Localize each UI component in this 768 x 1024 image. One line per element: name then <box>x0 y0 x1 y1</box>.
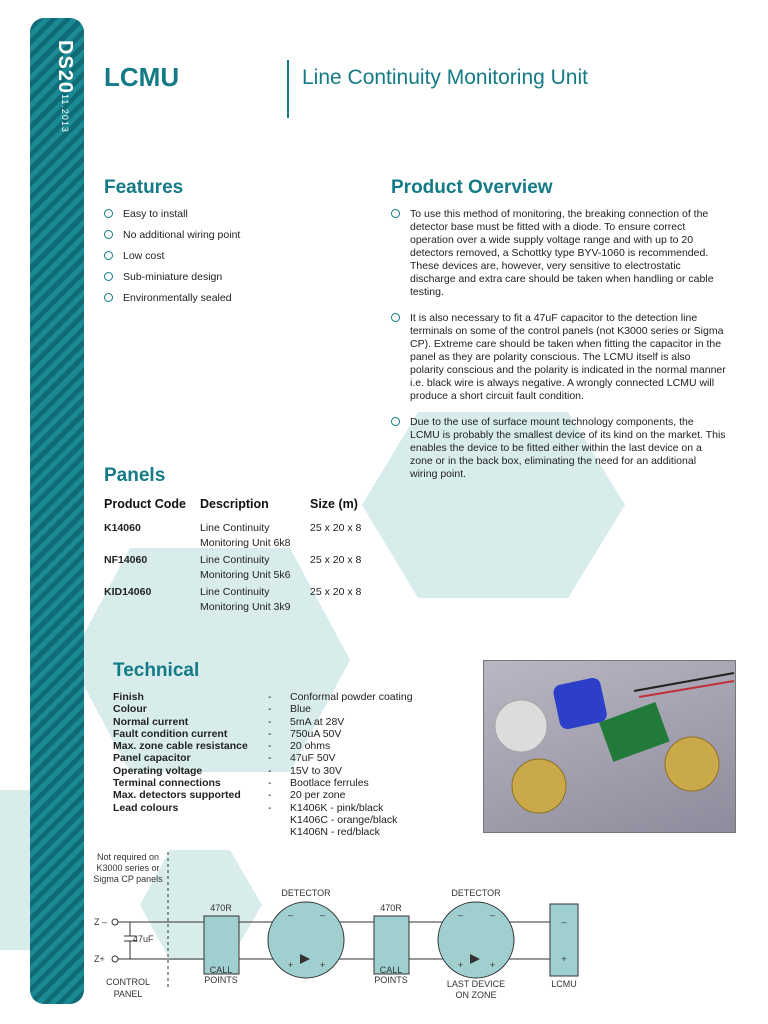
list-item: Due to the use of surface mount technology components, the LCMU is probably the smallest device of its kind on the market. This enables the device to be fitted either within the last device on a zone or in the back box, eliminating the need for an additional wiring point. <box>391 416 726 481</box>
list-item: Sub-miniature design <box>104 271 354 284</box>
product-full-title: Line Continuity Monitoring Unit <box>302 66 588 89</box>
product-photo <box>483 660 736 833</box>
detector-circle <box>438 902 514 978</box>
spec-row: Max. detectors supported - 20 per zone <box>113 789 346 802</box>
list-item: It is also necessary to fit a 47uF capacitor to the detection line terminals on some of the control panels (not K3000 series or Sigma CP). Extreme care should be taken when fitting the capacitor in the panel as they are polarity conscious. The LCMU itself is also polarity conscious and the polarity is indicated in the normal manner i.e. black wire is always negative. A wrongly connected LCMU will produce a short circuit fault condition. <box>391 312 726 403</box>
terminal-z-plus: Z+ <box>94 954 105 964</box>
list-item: Easy to install <box>104 208 354 221</box>
detector-label: DETECTOR <box>281 888 331 898</box>
spec-row: K1406C - orange/black <box>290 813 398 826</box>
doc-code: DS20 <box>54 40 76 95</box>
lcmu-label: LCMU <box>551 979 577 989</box>
call-points-label: POINTS <box>374 975 408 985</box>
resistor-label: 470R <box>380 903 402 913</box>
bullet-circle-icon <box>104 209 113 218</box>
technical-specs <box>113 691 450 839</box>
spec-row: Panel capacitor - 47uF 50V <box>113 752 336 765</box>
table-row <box>104 553 390 585</box>
overview-list <box>391 208 726 494</box>
detector-circle <box>268 902 344 978</box>
svg-text:+: + <box>561 954 567 964</box>
svg-text:+: + <box>490 960 496 970</box>
spec-row: Terminal connections - Bootlace ferrules <box>113 777 369 790</box>
product-code: KID14060 <box>104 586 152 598</box>
features-list <box>104 208 354 313</box>
bullet-circle-icon <box>104 251 113 260</box>
resistor-label: 470R <box>210 903 232 913</box>
spec-row: K1406N - red/black <box>290 826 380 839</box>
call-points-label: CALL <box>209 965 233 975</box>
column-header: Description <box>200 497 269 511</box>
bullet-circle-icon <box>104 272 113 281</box>
wiring-diagram <box>0 840 768 1024</box>
size: 25 x 20 x 8 <box>310 554 362 566</box>
size: 25 x 20 x 8 <box>310 522 362 534</box>
title-divider <box>287 60 289 118</box>
detector-label: DETECTOR <box>451 888 501 898</box>
list-item: No additional wiring point <box>104 229 354 242</box>
bullet-circle-icon <box>391 313 400 322</box>
list-item: Low cost <box>104 250 354 263</box>
features-heading: Features <box>104 177 184 198</box>
spec-row: Lead colours - K1406K - pink/black <box>113 801 384 814</box>
product-short-title: LCMU <box>104 62 180 92</box>
svg-text:–: – <box>490 910 496 920</box>
svg-text:+: + <box>458 960 464 970</box>
control-panel-label: CONTROL <box>105 977 151 987</box>
product-code: K14060 <box>104 522 141 534</box>
capacitor-label: 47uF <box>133 934 154 944</box>
spec-row: Fault condition current - 750uA 50V <box>113 727 342 740</box>
svg-text:–: – <box>458 910 464 920</box>
svg-text:–: – <box>320 910 326 920</box>
list-item: To use this method of monitoring, the breaking connection of the detector base must be fitted with a diode. To ensure correct operation over a wide supply voltage range and with up to 20 detectors removed, a Schottky type BYV-1060 is recommended. These devices are, however, very sensitive to electrostatic discharge and extra care should be taken when handling or cable testing. <box>391 208 726 299</box>
diagram-note: Sigma CP panels <box>93 874 163 884</box>
spec-row: Operating voltage - 15V to 30V <box>113 764 342 777</box>
table-row <box>104 585 390 617</box>
table-row <box>104 521 390 553</box>
lcmu-box <box>550 904 578 976</box>
bullet-circle-icon <box>104 293 113 302</box>
overview-heading: Product Overview <box>391 177 553 198</box>
column-header: Product Code <box>104 497 186 511</box>
spec-row: Max. zone cable resistance - 20 ohms <box>113 740 331 753</box>
diagram-note: K3000 series or <box>96 863 160 873</box>
description: Line Continuity Monitoring Unit 3k9 <box>200 586 291 613</box>
terminal-z-minus: Z – <box>94 917 108 927</box>
spec-row: Colour - Blue <box>113 703 312 716</box>
description: Line Continuity Monitoring Unit 6k8 <box>200 522 291 549</box>
bullet-circle-icon <box>104 230 113 239</box>
call-points-label: CALL <box>379 965 403 975</box>
call-points-label: POINTS <box>204 975 238 985</box>
bullet-circle-icon <box>391 209 400 218</box>
doc-date: 11.2013 <box>60 94 70 133</box>
diagram-note: Not required on <box>96 852 160 862</box>
svg-text:+: + <box>320 960 326 970</box>
svg-text:+: + <box>288 960 294 970</box>
product-code: NF14060 <box>104 554 148 566</box>
last-device-label: LAST DEVICE <box>446 979 506 989</box>
description: Line Continuity Monitoring Unit 5k6 <box>200 554 291 581</box>
product-photo-illustration <box>484 661 735 832</box>
control-panel-label: PANEL <box>113 989 143 999</box>
panels-table <box>104 497 390 617</box>
size: 25 x 20 x 8 <box>310 586 362 598</box>
last-device-label: ON ZONE <box>455 990 497 1000</box>
panels-heading: Panels <box>104 465 166 486</box>
list-item: Environmentally sealed <box>104 292 354 305</box>
bullet-circle-icon <box>391 417 400 426</box>
svg-text:–: – <box>288 910 294 920</box>
column-header: Size (m) <box>310 497 358 511</box>
spec-row: Finish - Conformal powder coating <box>113 691 413 703</box>
table-header-row <box>104 497 390 521</box>
spec-row: Normal current - 5mA at 28V <box>113 715 345 728</box>
technical-heading: Technical <box>113 660 200 681</box>
document-code <box>36 40 76 133</box>
svg-text:–: – <box>561 917 567 927</box>
